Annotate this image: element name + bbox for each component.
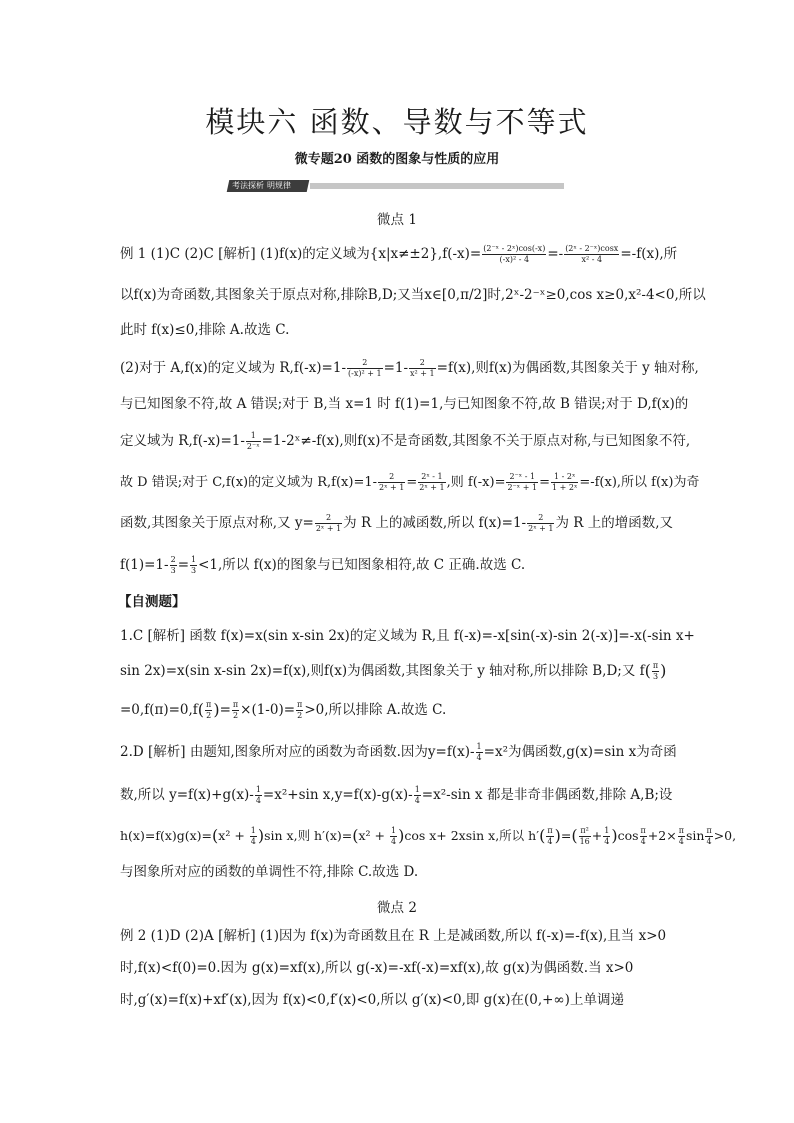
fraction	[390, 826, 397, 847]
banner-badge-left: 考法探析	[232, 181, 264, 190]
numerator: 2	[170, 555, 176, 564]
banner-badge-right: 明规律	[266, 181, 291, 190]
denominator: 4	[476, 753, 482, 762]
numerator: 2⁻ˣ - 1	[506, 472, 538, 483]
numerator: (2⁻ˣ - 2ˣ)cos(-x)	[483, 244, 546, 253]
paren-open: (	[212, 826, 219, 845]
numerator: 1	[250, 826, 256, 835]
banner-bar	[310, 183, 564, 189]
text-segment: >0,	[713, 828, 737, 843]
text-segment: sin x,则 h′(x)=	[264, 828, 353, 843]
numerator: π	[678, 826, 684, 835]
text-line	[120, 785, 690, 806]
denominator: 4	[414, 796, 420, 805]
text-segment: =x²为偶函数,g(x)=sin x为奇函	[483, 744, 677, 760]
text-segment: +	[591, 828, 603, 843]
denominator: x² + 1	[410, 369, 435, 378]
section-heading-1: 微点 1	[377, 212, 417, 228]
text-line: 时,f(x)<f(0)=0.因为 g(x)=xf(x),所以 g(-x)=-xf(-x)=xf(x),故 g(x)为偶函数.当 x>0	[120, 960, 634, 976]
fraction	[564, 244, 619, 265]
text-segment: 数,所以 y=f(x)+g(x)-	[120, 787, 254, 803]
text-line	[120, 431, 690, 452]
section-banner	[228, 180, 564, 192]
text-segment: 故 D 错误;对于 C,f(x)的定义域为 R,f(x)=1-	[120, 475, 377, 490]
text-line: 此时 f(x)≤0,排除 A.故选 C.	[120, 322, 290, 338]
denominator: 2⁻ˣ	[246, 442, 260, 451]
text-segment: x² +	[358, 828, 389, 843]
denominator: 4	[640, 837, 646, 846]
denominator: 16	[579, 837, 590, 846]
text-segment: =1-	[383, 360, 409, 376]
self-test-label: 【自测题】	[118, 594, 186, 610]
text-segment: ,则 f(-x)=	[446, 475, 506, 490]
denominator: 2ˣ + 1	[379, 483, 405, 492]
text-line: 时,g′(x)=f(x)+xf′(x),因为 f(x)<0,f′(x)<0,所以 g′(x)<0,即 g(x)在(0,+∞)上单调递	[120, 992, 624, 1008]
text-segment: =	[406, 475, 418, 490]
text-segment: =0,f(π)=0,f	[120, 702, 198, 718]
denominator: (-x)² + 1	[348, 369, 382, 378]
text-line	[120, 358, 699, 379]
text-segment: =x²-sin x 都是非奇非偶函数,排除 A,B;设	[421, 787, 673, 803]
fraction	[551, 472, 578, 493]
text-segment: (2)对于 A,f(x)的定义域为 R,f(-x)=1-	[120, 360, 347, 376]
fraction	[250, 826, 257, 847]
fraction	[296, 700, 303, 721]
text-segment: <1,所以 f(x)的图象与已知图象相符,故 C 正确.故选 C.	[198, 557, 526, 573]
text-segment: =	[539, 475, 550, 490]
text-segment: =	[219, 702, 231, 718]
numerator: 2	[409, 358, 436, 369]
denominator: 4	[390, 837, 397, 846]
denominator: 4	[604, 837, 610, 846]
text-segment: =-f(x),所	[620, 246, 678, 262]
text-segment: 定义域为 R,f(-x)=1-	[120, 433, 245, 449]
text-segment: ×(1-0)=	[240, 702, 296, 718]
module-title: 模块六 函数、导数与不等式	[205, 105, 589, 139]
paren-close: )	[257, 826, 265, 845]
text-line	[120, 472, 700, 493]
text-segment: =x²+sin x,y=f(x)-g(x)-	[262, 787, 413, 803]
numerator: (2ˣ - 2⁻ˣ)cosx	[565, 244, 619, 253]
fraction	[205, 700, 212, 721]
numerator: 1	[255, 785, 261, 794]
text-line	[120, 244, 690, 265]
text-segment: 以f(x)为奇函数,其图象关于原点对称,排除B,D;又当x∈	[120, 287, 442, 303]
denominator: 2ˣ + 1	[315, 524, 342, 533]
denominator: 2	[232, 711, 239, 720]
numerator: 1	[390, 826, 397, 835]
fraction	[255, 785, 262, 806]
denominator: x² - 4	[581, 255, 603, 264]
text-segment: 为 R 上的增函数,又	[555, 515, 674, 531]
text-segment: =f(x),则f(x)为偶函数,其图象关于 y 轴对称,	[436, 360, 699, 376]
text-segment: sin	[685, 828, 705, 843]
fraction	[315, 513, 342, 534]
fraction	[640, 826, 647, 847]
denominator: 4	[678, 837, 684, 846]
paren-open: (	[352, 826, 359, 845]
paren-close: )	[660, 661, 667, 680]
numerator: 2ˣ - 1	[418, 472, 445, 483]
text-segment: 例 1 (1)C (2)C [解析] (1)f(x)的定义域为{x|x≠±2},f(-x)=	[120, 246, 482, 262]
fraction	[414, 785, 421, 806]
text-segment: h(x)=f(x)g(x)=	[120, 828, 213, 843]
text-line	[120, 700, 690, 721]
paren-close: )	[398, 826, 405, 845]
banner-badge	[227, 180, 310, 192]
text-line: 例 2 (1)D (2)A [解析] (1)因为 f(x)为奇函数且在 R 上是减函数,所以 f(-x)=-f(x),且当 x>0	[120, 928, 667, 944]
text-segment: =-f(x),所以 f(x)为奇	[579, 475, 700, 490]
denominator: 4	[547, 837, 553, 846]
fraction	[476, 742, 483, 763]
numerator: 2	[347, 358, 383, 369]
denominator: 4	[250, 837, 256, 846]
text-segment: =	[560, 828, 572, 843]
text-segment: cos x+ 2xsin x,所以 h′	[404, 828, 540, 843]
text-segment: =1-2ˣ≠-f(x),则f(x)不是奇函数,其图象不关于原点对称,与已知图象不符,	[261, 433, 691, 449]
denominator: (-x)² - 4	[499, 255, 530, 264]
text-line	[120, 285, 706, 305]
fraction	[603, 826, 610, 847]
numerator: π	[547, 826, 553, 835]
paren-open: (	[571, 826, 578, 845]
fraction	[527, 513, 554, 534]
fraction	[652, 661, 659, 682]
numerator: π	[652, 661, 659, 670]
numerator: π	[232, 700, 239, 709]
numerator: π	[706, 826, 712, 835]
numerator: 1	[604, 826, 610, 835]
numerator: π	[640, 826, 646, 835]
fraction	[409, 358, 436, 379]
denominator: 4	[255, 796, 261, 805]
denominator: 2ˣ + 1	[528, 524, 554, 533]
fraction	[506, 472, 538, 493]
text-segment: 2.D [解析] 由题知,图象所对应的函数为奇函数.因为y=f(x)-	[120, 744, 475, 760]
denominator: 3	[652, 672, 659, 681]
paren-open: (	[644, 661, 651, 680]
fraction	[546, 826, 553, 847]
text-line: 与图象所对应的函数的单调性不符,排除 C.故选 D.	[120, 864, 419, 880]
text-line: 1.C [解析] 函数 f(x)=x(sin x-sin 2x)的定义域为 R,且 f(-x)=-x[sin(-x)-sin 2(-x)]=-x(-sin x+	[120, 628, 695, 644]
text-line: 与已知图象不符,故 A 错误;对于 B,当 x=1 时 f(1)=1,与已知图象不符,故 B 错误;对于 D,f(x)的	[120, 396, 689, 412]
fraction	[378, 472, 405, 493]
text-line	[120, 742, 690, 763]
fraction	[678, 826, 685, 847]
fraction	[579, 826, 591, 847]
text-segment: 为 R 上的减函数,所以 f(x)=1-	[343, 515, 527, 531]
numerator: π²	[580, 826, 589, 835]
numerator: 1	[476, 742, 482, 751]
denominator: 4	[706, 837, 712, 846]
text-segment: >0,所以排除 A.故选 C.	[304, 702, 447, 718]
text-segment: cos	[617, 828, 639, 843]
denominator: 2	[297, 711, 303, 720]
fraction	[705, 826, 712, 847]
fraction	[170, 555, 177, 576]
text-line	[120, 555, 690, 576]
fraction	[232, 700, 239, 721]
paren-close: )	[554, 826, 561, 845]
text-segment: +2×	[647, 828, 677, 843]
denominator: 3	[170, 566, 176, 575]
text-line	[120, 513, 690, 534]
topic-title: 微专题20 函数的图象与性质的应用	[294, 152, 500, 167]
denominator: 2ˣ + 1	[419, 483, 445, 492]
text-line	[120, 826, 737, 847]
text-segment: 时,2ˣ-2⁻ˣ≥0,cos x≥0,x²-4<0,所以	[487, 287, 706, 303]
numerator: 1	[246, 431, 261, 442]
section-heading-2: 微点 2	[377, 900, 417, 916]
numerator: π	[297, 700, 303, 709]
fraction	[482, 244, 546, 265]
paren-close: )	[213, 700, 220, 719]
text-line	[120, 661, 690, 682]
numerator: 1	[414, 785, 420, 794]
text-segment: =	[177, 557, 189, 573]
fraction	[418, 472, 445, 493]
text-segment: sin 2x)=x(sin x-sin 2x)=f(x),则f(x)为偶函数,其图象关于 y 轴对称,所以排除 B,D;又 f	[120, 663, 645, 679]
denominator: 3	[191, 566, 197, 575]
text-segment: f(1)=1-	[120, 557, 169, 573]
numerator: π	[206, 700, 212, 709]
fraction	[347, 358, 383, 379]
numerator: 1	[191, 555, 197, 564]
text-segment: 函数,其图象关于原点对称,又 y=	[120, 515, 314, 531]
text-segment: x² +	[218, 828, 249, 843]
numerator: 2	[378, 472, 405, 483]
numerator: 2	[527, 513, 554, 524]
interval: [0,π/2]	[441, 287, 488, 303]
denominator: 2⁻ˣ + 1	[507, 483, 538, 492]
paren-open: (	[197, 700, 205, 719]
denominator: 2	[206, 711, 212, 720]
paren-close: )	[611, 826, 618, 845]
denominator: 1 + 2ˣ	[551, 483, 578, 492]
text-segment: =-	[547, 246, 564, 262]
fraction	[246, 431, 261, 452]
numerator: 1 - 2ˣ	[551, 472, 578, 483]
paren-open: (	[539, 826, 546, 845]
fraction	[190, 555, 197, 576]
numerator: 2	[315, 513, 342, 524]
